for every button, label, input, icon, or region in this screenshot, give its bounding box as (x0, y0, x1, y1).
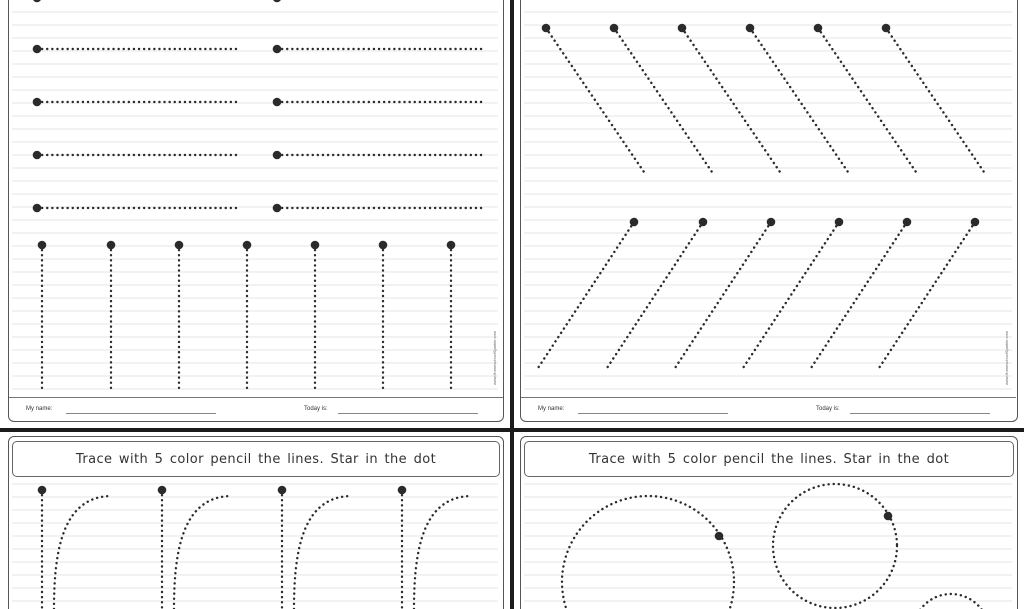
worksheet-diagonal-lines (514, 0, 1024, 428)
curved-trace-line (414, 496, 472, 609)
tracing-lines-area (514, 0, 1024, 428)
diagonal-trace-line (682, 28, 782, 175)
footer-divider (9, 397, 503, 398)
worksheet-horizontal-vertical-lines (0, 0, 510, 428)
name-line (66, 413, 216, 414)
site-watermark: www.HomeschoolSparkle.com (1004, 330, 1009, 385)
circle-trace-line (562, 496, 734, 609)
worksheet-curved-lines (0, 432, 510, 609)
start-dot (715, 532, 724, 541)
footer-divider (521, 397, 1016, 398)
diagonal-trace-line (818, 28, 918, 175)
start-dot (884, 512, 893, 521)
date-line (850, 413, 990, 414)
circle-trace-line (773, 484, 897, 608)
curved-trace-line (174, 496, 232, 609)
date-line (338, 413, 478, 414)
start-dot (273, 0, 282, 2)
diagonal-trace-line (750, 28, 850, 175)
instruction-title: Trace with 5 color pencil the lines. Star in the dot (12, 441, 500, 477)
diagonal-trace-line (614, 28, 714, 175)
curved-trace-line (54, 496, 112, 609)
worksheet-circles (514, 432, 1024, 609)
diagonal-trace-line (538, 222, 634, 368)
date-label: Today is: (816, 406, 840, 412)
site-watermark: www.HomeschoolSparkle.com (492, 330, 497, 385)
circle-trace-line (913, 594, 989, 609)
tracing-lines-area (0, 0, 510, 428)
curved-trace-line (294, 496, 352, 609)
name-label: My name: (538, 406, 565, 412)
name-line (578, 413, 728, 414)
instruction-title: Trace with 5 color pencil the lines. Star in the dot (524, 441, 1014, 477)
diagonal-trace-line (886, 28, 986, 175)
diagonal-trace-line (546, 28, 646, 175)
start-dot (33, 0, 42, 2)
name-label: My name: (26, 406, 53, 412)
date-label: Today is: (304, 406, 328, 412)
